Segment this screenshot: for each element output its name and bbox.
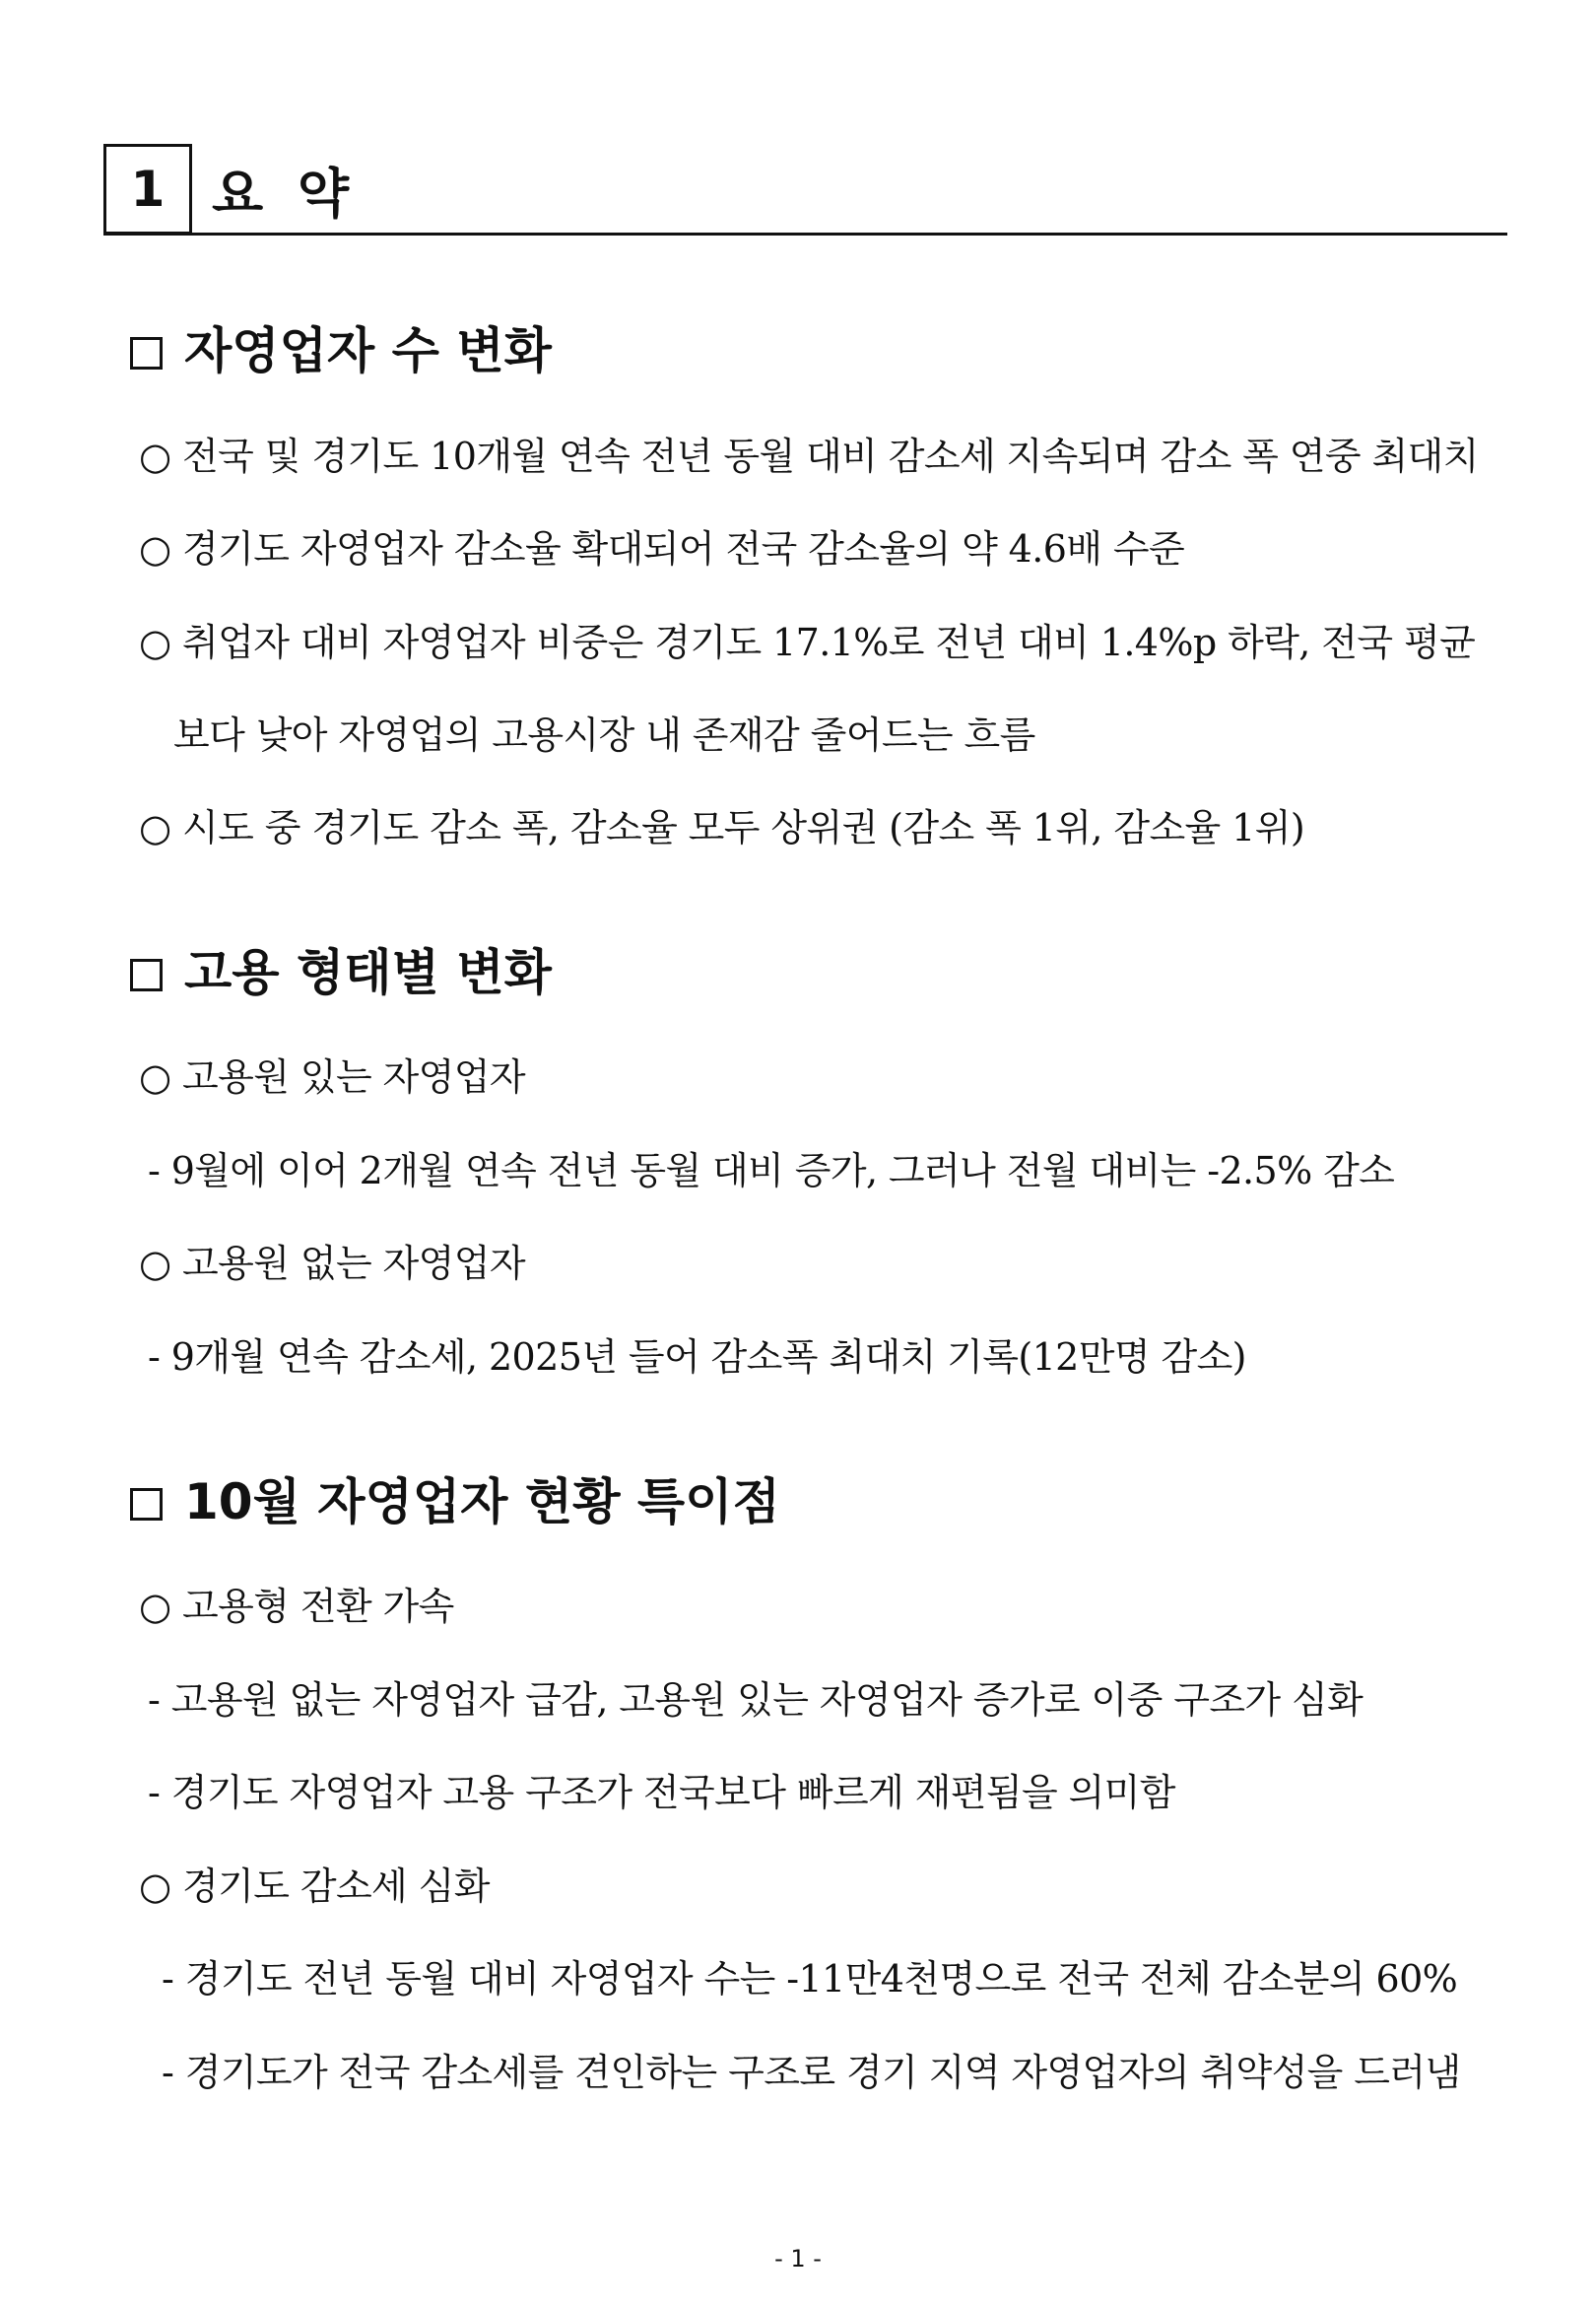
summary-sub-line: - 9월에 이어 2개월 연속 전년 동월 대비 증가, 그러나 전월 대비는 -2.5% 감소	[148, 1149, 1395, 1192]
summary-sub-line: - 경기도 전년 동월 대비 자영업자 수는 -11만4천명으로 전국 전체 감소분의 60%	[162, 1957, 1458, 2001]
section-number: 1	[130, 161, 166, 218]
summary-line: ○ 경기도 감소세 심화	[139, 1865, 490, 1908]
header-rule	[103, 233, 1507, 236]
summary-line: ○ 전국 및 경기도 10개월 연속 전년 동월 대비 감소세 지속되며 감소 폭 연중 최대치	[139, 435, 1479, 478]
section-heading-employment-type	[130, 941, 552, 1004]
summary-line: ○ 고용형 전환 가속	[139, 1585, 454, 1628]
summary-line: ○ 시도 중 경기도 감소 폭, 감소율 모두 상위권 (감소 폭 1위, 감소율 1위)	[139, 806, 1305, 849]
checkbox-square-icon	[130, 1488, 163, 1521]
section-heading-text: 자영업자 수 변화	[184, 322, 552, 379]
summary-sub-line: - 경기도가 전국 감소세를 견인하는 구조로 경기 지역 자영업자의 취약성을 드러냄	[162, 2051, 1461, 2094]
summary-line: ○ 경기도 자영업자 감소율 확대되어 전국 감소율의 약 4.6배 수준	[139, 527, 1185, 571]
checkbox-square-icon	[130, 337, 163, 370]
summary-sub-line: - 경기도 자영업자 고용 구조가 전국보다 빠르게 재편됨을 의미함	[148, 1771, 1175, 1814]
summary-sub-line: - 9개월 연속 감소세, 2025년 들어 감소폭 최대치 기록(12만명 감소)	[148, 1335, 1246, 1379]
section-heading-text: 고용 형태별 변화	[184, 944, 552, 1001]
section-heading-self-employed-count	[130, 319, 552, 382]
page-title: 요 약	[212, 162, 358, 225]
section-heading-text: 10월 자영업자 현황 특이점	[184, 1473, 780, 1530]
summary-line-continuation: 보다 낮아 자영업의 고용시장 내 존재감 줄어드는 흐름	[173, 713, 1035, 757]
page-number: - 1 -	[774, 2245, 822, 2272]
checkbox-square-icon	[130, 959, 163, 991]
summary-sub-line: - 고용원 없는 자영업자 급감, 고용원 있는 자영업자 증가로 이중 구조가 심화	[148, 1678, 1363, 1722]
summary-line: ○ 고용원 없는 자영업자	[139, 1242, 525, 1285]
summary-line: ○ 고용원 있는 자영업자	[139, 1055, 525, 1099]
section-heading-october-highlights	[130, 1470, 780, 1533]
summary-line: ○ 취업자 대비 자영업자 비중은 경기도 17.1%로 전년 대비 1.4%p 하락, 전국 평균	[139, 621, 1476, 664]
section-number-box	[103, 144, 192, 235]
